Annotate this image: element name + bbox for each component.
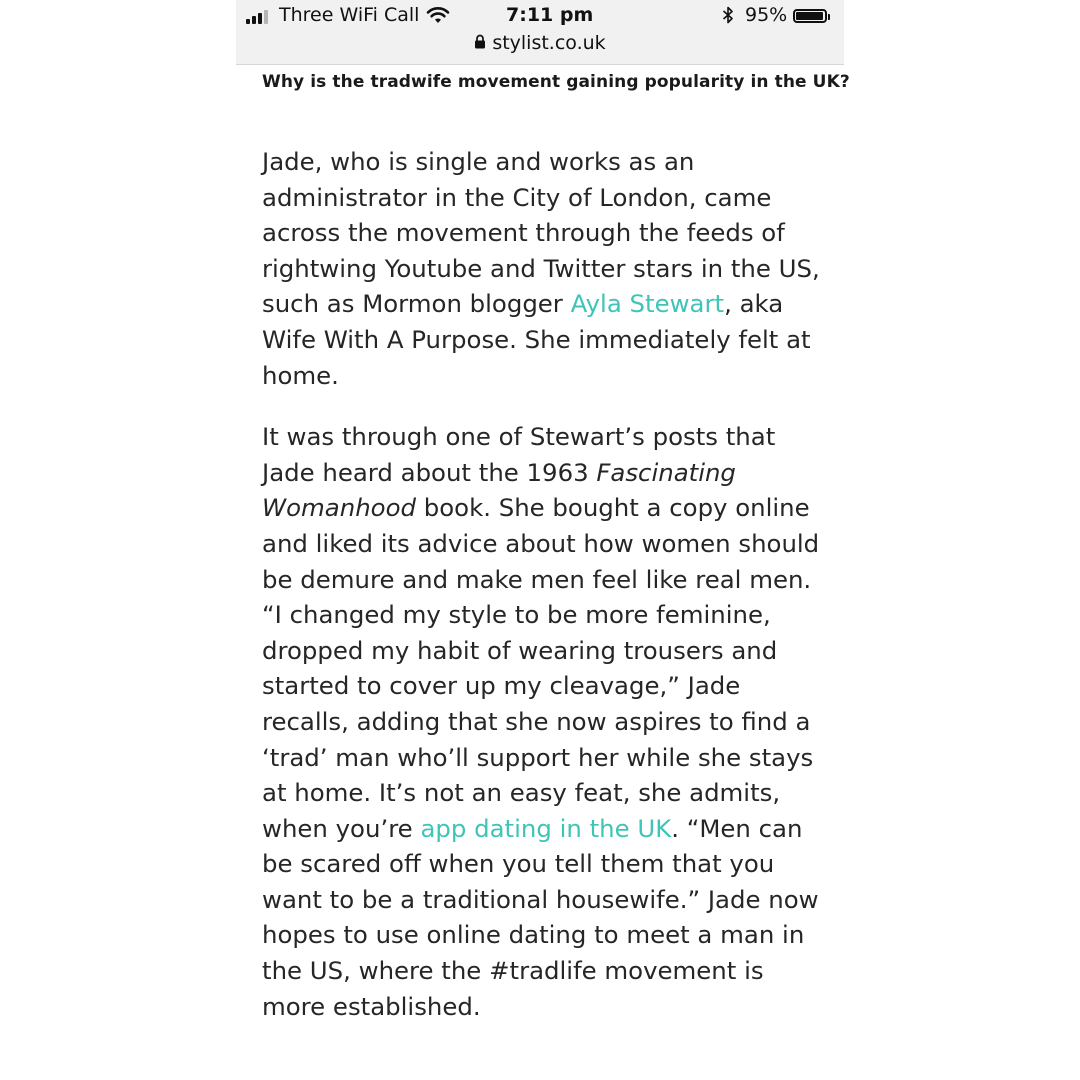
phone-screen xyxy=(236,0,850,1080)
paragraph-1 xyxy=(262,144,832,393)
battery-fill xyxy=(796,12,823,20)
article-body xyxy=(262,144,832,1050)
signal-strength-icon xyxy=(246,10,268,24)
p2-text-1: It was through one of Stewart’s posts that Jade heard about the 1963 xyxy=(262,422,776,487)
app-dating-link[interactable]: app dating in the UK xyxy=(420,813,672,843)
battery-tip xyxy=(828,14,830,20)
carrier-name: Three WiFi Call xyxy=(279,4,420,26)
status-time: 7:11 pm xyxy=(506,4,594,26)
battery-icon xyxy=(793,9,827,23)
browser-chrome xyxy=(236,0,844,65)
status-bar xyxy=(236,4,844,30)
lock-icon xyxy=(474,32,486,54)
battery-percent: 95% xyxy=(745,4,788,26)
p1-text-before-link: Jade, who is single and works as an administrator in the City of London, came across the movement through the feeds of rightwing Youtube and Twitter stars in the US, such as Mormon blogger xyxy=(262,147,820,319)
p2-text-3: . “Men can be scared off when you tell them that you want to be a traditional housewife.” Jade now hopes to use online dating to meet a man in the US, where the #tradlife movement is more established. xyxy=(262,813,819,1021)
url-text[interactable]: stylist.co.uk xyxy=(492,32,606,54)
p2-text-2: book. She bought a copy online and liked its advice about how women should be demure and make men feel like real men. “I changed my style to be more feminine, dropped my habit of wearing trousers and started to cover up my cleavage,” Jade recalls, adding that she now aspires to find a ‘trad’ man who’ll support her while she stays at home. It’s not an easy feat, she admits, when you’re xyxy=(262,493,820,843)
article-headline: Why is the tradwife movement gaining popularity in the UK? xyxy=(262,72,850,92)
wifi-icon xyxy=(426,6,450,29)
ayla-stewart-link[interactable]: Ayla Stewart xyxy=(570,289,725,319)
bluetooth-icon xyxy=(722,6,734,29)
p1-text-after-link: , aka Wife With A Purpose. She immediately felt at home. xyxy=(262,289,811,390)
paragraph-2 xyxy=(262,419,832,1024)
address-bar[interactable] xyxy=(236,30,844,56)
book-title: Fascinating Womanhood xyxy=(262,457,736,523)
